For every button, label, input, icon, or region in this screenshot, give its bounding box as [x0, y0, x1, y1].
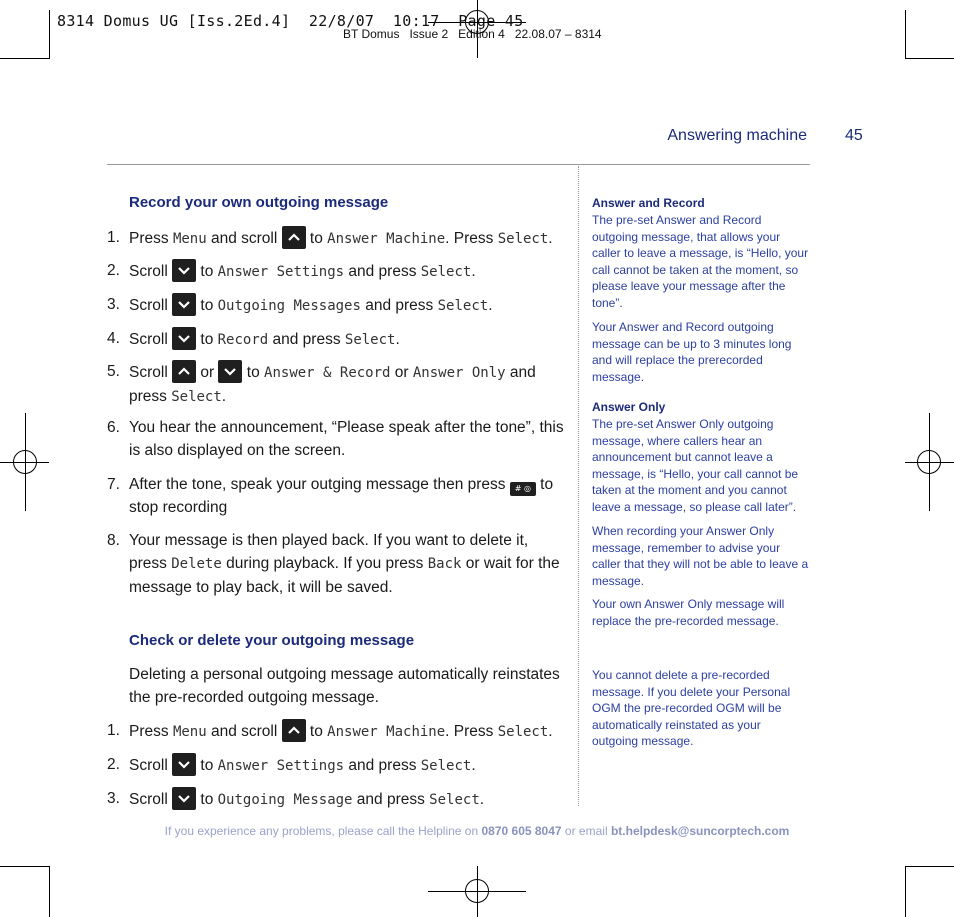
sidebar-paragraph: Your Answer and Record outgoing message can be up to 3 minutes long and will replace the prerecorded message.	[592, 320, 792, 384]
helpline-phone: 0870 605 8047	[481, 824, 562, 838]
chevron-down-icon	[172, 293, 196, 316]
crop-mark	[905, 58, 954, 59]
section-intro: Deleting a personal outgoing message automatically reinstates the pre-recorded outgoing message.	[129, 666, 560, 706]
column-divider	[578, 166, 579, 806]
print-slug-secondary: BT Domus Issue 2 Edition 4 22.08.07 – 8314	[343, 27, 602, 41]
list-item: 3. Scroll to Outgoing Message and press Select.	[107, 787, 567, 812]
list-item: 5. Scroll or to Answer & Record or Answer Only and press Select.	[107, 360, 567, 409]
chevron-down-icon	[172, 259, 196, 282]
crop-mark	[905, 866, 954, 867]
chevron-down-icon	[218, 360, 242, 383]
crop-mark	[905, 10, 906, 59]
sidebar-paragraph: The pre-set Answer and Record outgoing message, that allows your caller to leave a message, is “Hello, your call cannot be taken at the moment, so please leave your message after the tone”.	[592, 213, 809, 310]
registration-line	[477, 866, 478, 917]
sidebar-paragraph: When recording your Answer Only message, remember to advise your caller that they will not be able to leave a message.	[592, 524, 809, 588]
sidebar-heading-answer-record: Answer and Record	[592, 196, 705, 210]
helpdesk-email: bt.helpdesk@suncorptech.com	[610, 824, 790, 838]
crop-mark	[0, 58, 49, 59]
section-title-record: Record your own outgoing message	[129, 194, 389, 211]
page-number: 45	[845, 127, 863, 144]
crop-mark	[49, 10, 50, 59]
list-item: 6. You hear the announcement, “Please speak after the tone”, this is also displayed on the screen.	[107, 419, 564, 459]
crop-mark	[0, 866, 49, 867]
chevron-up-icon	[282, 226, 306, 249]
chevron-up-icon	[172, 360, 196, 383]
list-item: 2. Scroll to Answer Settings and press Select.	[107, 259, 567, 284]
crop-mark	[49, 866, 50, 917]
header-divider	[107, 164, 810, 165]
sidebar-heading-answer-only: Answer Only	[592, 400, 666, 414]
list-item: 2. Scroll to Answer Settings and press Select.	[107, 753, 567, 778]
list-item: 8. Your message is then played back. If you want to delete it, press Delete during playback. If you press Back or wait for the message to play back, it will be saved.	[107, 532, 560, 596]
print-slug: 8314 Domus UG [Iss.2Ed.4] 22/8/07 10:17 Page 45	[57, 12, 524, 30]
registration-line	[929, 413, 930, 511]
sidebar-note: You cannot delete a pre-recorded message. If you delete your Personal OGM the pre-recorded OGM will be automatically reinstated as your outgoing message.	[592, 668, 791, 748]
chevron-up-icon	[282, 719, 306, 742]
running-header-title: Answering machine	[667, 127, 807, 144]
sidebar-paragraph: Your own Answer Only message will replace the pre-recorded message.	[592, 597, 785, 628]
hash-key-icon: # ◎	[510, 482, 536, 496]
registration-line	[25, 413, 26, 511]
crop-mark	[905, 866, 906, 917]
section-title-check: Check or delete your outgoing message	[129, 632, 415, 649]
list-item: 7. After the tone, speak your outging message then press # ◎ to stop recording	[107, 476, 554, 516]
list-item: 3. Scroll to Outgoing Messages and press Select.	[107, 293, 567, 318]
chevron-down-icon	[172, 327, 196, 350]
list-item: 4. Scroll to Record and press Select.	[107, 327, 567, 352]
chevron-down-icon	[172, 753, 196, 776]
footer-helpline: If you experience any problems, please call the Helpline on 0870 605 8047 or email bt.helpdesk@suncorptech.com	[164, 824, 790, 838]
list-item: 1. Press Menu and scroll to Answer Machine. Press Select.	[107, 719, 567, 744]
sidebar-paragraph: The pre-set Answer Only outgoing message, where callers hear an announcement but cannot leave a message, is “Hello, your call cannot be taken at the moment and you cannot leave a message, so please call later”.	[592, 417, 799, 514]
list-item: 1. Press Menu and scroll to Answer Machine. Press Select.	[107, 226, 567, 251]
chevron-down-icon	[172, 787, 196, 810]
